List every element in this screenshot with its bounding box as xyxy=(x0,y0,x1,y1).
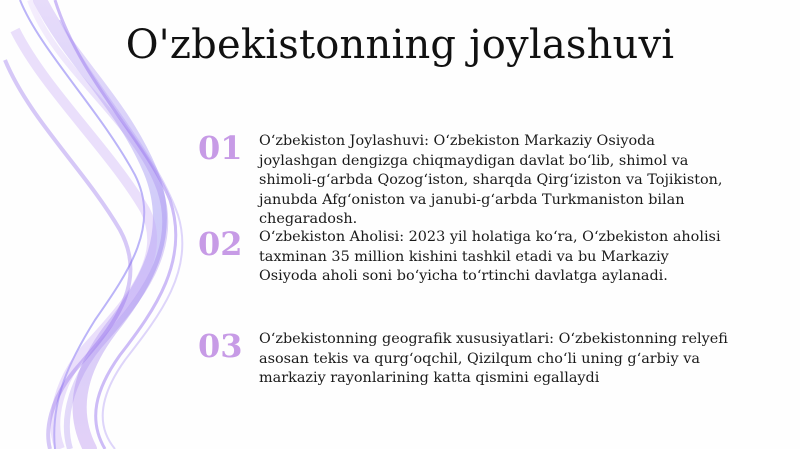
item-text: O‘zbekiston Aholisi: 2023 yil holatiga ko‘ra, O‘zbekiston aholisi taxminan 35 million kishini tashkil etadi va bu Markaziy Osiyoda aholi soni bo‘yicha to‘rtinchi davlatga aylanadi. xyxy=(259,229,721,284)
item-number: 01 xyxy=(198,129,243,167)
item-number: 02 xyxy=(198,225,243,263)
item-number: 03 xyxy=(198,327,243,365)
page-title: O'zbekistonning joylashuvi xyxy=(125,22,675,68)
item-text: O‘zbekiston Joylashuvi: O‘zbekiston Markaziy Osiyoda joylashgan dengizga chiqmaydigan davlat bo‘lib, shimol va shimoli-g‘arbda Qozog‘iston, sharqda Qirg‘iziston va Tojikiston, janubda Afg‘oniston va janubi-g‘arbda Turkmaniston bilan chegaradosh. xyxy=(259,133,723,227)
item-text: O‘zbekistonning geografik xususiyatlari: O‘zbekistonning relyefi asosan tekis va qurg‘oqchil, Qizilqum cho‘li uning g‘arbiy va markaziy rayonlarining katta qismini egallaydi xyxy=(259,331,728,386)
